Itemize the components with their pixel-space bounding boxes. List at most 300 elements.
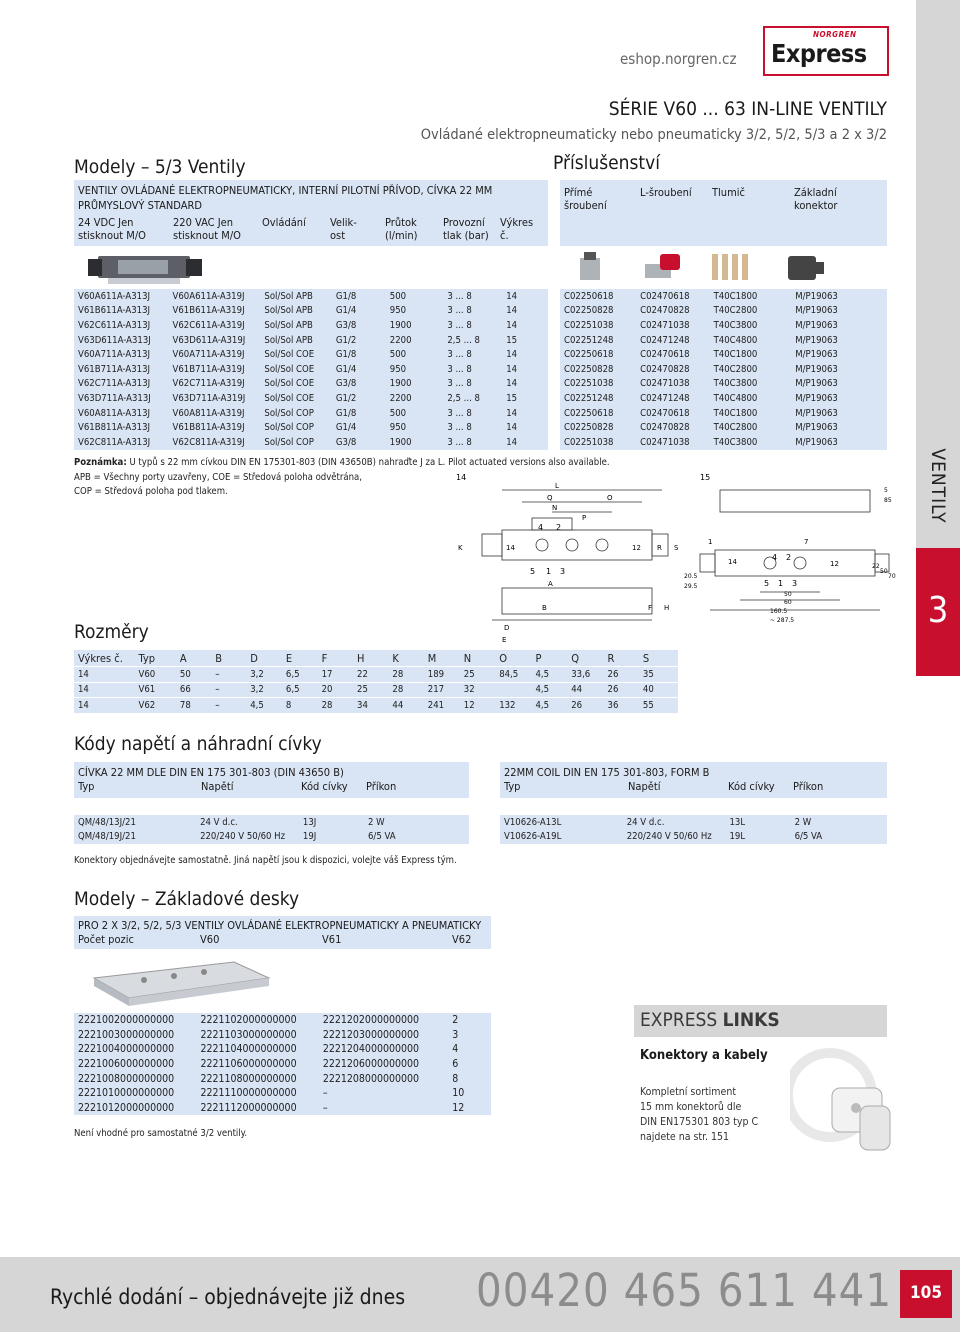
models-col-1-line0: 220 VAC Jen — [173, 216, 234, 229]
bases-note: Není vhodné pro samostatné 3/2 ventily. — [74, 1128, 248, 1139]
base-plate-image — [84, 958, 274, 1008]
model-row-cell: G1/4 — [332, 304, 386, 319]
base-row-cell: 6 — [448, 1057, 491, 1072]
dimensions-cell: 25 — [460, 667, 495, 683]
model-row-cell: Sol/Sol COE — [260, 391, 332, 406]
dimensions-header-cell: R — [604, 650, 639, 667]
accessories-header — [560, 180, 887, 246]
model-row — [74, 406, 548, 421]
dimensions-cell: 12 — [460, 698, 495, 713]
bases-title: Modely – Základové desky — [74, 888, 300, 910]
note-label: Poznámka: — [74, 457, 127, 468]
dimensions-cell: 36 — [604, 698, 639, 713]
model-row-cell: 3 ... 8 — [443, 435, 502, 450]
base-row-cell: 2221012000000000 — [74, 1101, 196, 1116]
accessory-row-cell: T40C3800 — [710, 377, 792, 392]
codes-right-col-2: Kód cívky — [728, 780, 775, 793]
dimensions-header-cell: K — [388, 650, 423, 667]
accessory-row — [560, 304, 887, 319]
accessory-row-cell: C02471248 — [636, 391, 709, 406]
coil-row-cell: 24 V d.c. — [196, 815, 299, 830]
footer-phone[interactable]: 00420 465 611 441 — [476, 1264, 893, 1317]
base-row-cell: 2221003000000000 — [74, 1028, 196, 1043]
model-row-cell: Sol/Sol COP — [260, 435, 332, 450]
accessory-row-cell: C02251038 — [560, 318, 636, 333]
model-row-cell: 500 — [386, 347, 444, 362]
model-row-cell: 500 — [386, 406, 444, 421]
base-row-cell: 2221010000000000 — [74, 1086, 196, 1101]
dimensions-cell: 14 — [74, 682, 135, 698]
codes-left-col-0: Typ — [78, 780, 95, 793]
dimensions-cell: – — [211, 682, 246, 698]
model-row-cell: V61B611A-A319J — [169, 304, 261, 319]
model-row-cell: Sol/Sol APB — [260, 304, 332, 319]
model-row-cell: V60A711A-A313J — [74, 347, 169, 362]
base-row — [74, 1071, 491, 1086]
svg-text:R: R — [657, 544, 662, 552]
coil-row-cell: 6/5 VA — [791, 830, 887, 845]
codes-left-table — [74, 815, 469, 844]
model-row-cell: V61B811A-A319J — [169, 420, 261, 435]
dimensions-row — [74, 682, 678, 698]
model-row-cell: G1/8 — [332, 347, 386, 362]
accessory-row-cell: C02250828 — [560, 362, 636, 377]
codes-left-col-3: Příkon — [366, 780, 397, 793]
base-row — [74, 1086, 491, 1101]
dimensions-header-cell: M — [424, 650, 460, 667]
accessory-row-cell: C02470618 — [636, 289, 709, 304]
model-row-cell: V60A711A-A319J — [169, 347, 261, 362]
dimensions-header-row — [74, 650, 678, 667]
base-row-cell: 2221112000000000 — [196, 1101, 318, 1116]
accessory-row-cell: T40C4800 — [710, 391, 792, 406]
accessory-row-cell: C02250828 — [560, 420, 636, 435]
accessory-row-cell: M/P19063 — [791, 289, 887, 304]
bases-col-1: V60 — [200, 933, 220, 946]
accessory-row-cell: M/P19063 — [791, 304, 887, 319]
accessory-row — [560, 420, 887, 435]
accessory-row-cell: C02470618 — [636, 406, 709, 421]
base-row — [74, 1042, 491, 1057]
svg-text:5: 5 — [884, 487, 888, 494]
side-tab-number: 3 — [927, 590, 949, 631]
model-row-cell: Sol/Sol COP — [260, 420, 332, 435]
model-row-cell: 3 ... 8 — [443, 362, 502, 377]
site-url[interactable]: eshop.norgren.cz — [620, 50, 737, 68]
accessory-row-cell: C02471248 — [636, 333, 709, 348]
model-row-cell: 2,5 ... 8 — [443, 333, 502, 348]
dimensions-cell: 44 — [388, 698, 423, 713]
svg-text:1: 1 — [546, 567, 552, 576]
accessory-row-cell: T40C1800 — [710, 289, 792, 304]
base-row-cell: – — [319, 1101, 448, 1116]
coil-row-cell: 6/5 VA — [364, 830, 469, 845]
dimensions-cell: 8 — [282, 698, 318, 713]
models-note — [74, 457, 610, 468]
dimensions-cell: 6,5 — [282, 667, 318, 683]
dimensions-cell: V62 — [135, 698, 176, 713]
accessory-row-cell: M/P19063 — [791, 391, 887, 406]
model-row-cell: V63D611A-A313J — [74, 333, 169, 348]
dimensions-header-cell: O — [495, 650, 531, 667]
express-links-title-b: LINKS — [722, 1009, 780, 1031]
models-col-0-line0: 24 VDC Jen — [78, 216, 134, 229]
model-row-cell: G1/4 — [332, 362, 386, 377]
accessory-row-cell: C02251248 — [560, 333, 636, 348]
accessory-row-cell: C02470828 — [636, 420, 709, 435]
model-row-cell: 14 — [502, 289, 548, 304]
express-links-body: Kompletní sortiment 15 mm konektorů dle DIN EN175301 803 typ C najdete na str. 151 — [640, 1086, 759, 1143]
svg-text:~ 287.5: ~ 287.5 — [770, 617, 795, 624]
dimensions-cell: 6,5 — [282, 682, 318, 698]
dimensions-cell: 4,5 — [532, 682, 568, 698]
model-row — [74, 318, 548, 333]
accessory-row-cell: C02251038 — [560, 435, 636, 450]
accessory-row-cell: T40C2800 — [710, 362, 792, 377]
accessory-row — [560, 333, 887, 348]
model-row-cell: 14 — [502, 377, 548, 392]
express-links-subtitle: Konektory a kabely — [640, 1048, 768, 1063]
accessory-row — [560, 347, 887, 362]
side-tab-label: VENTILY — [927, 448, 949, 524]
accessory-row — [560, 289, 887, 304]
codes-right-col-0: Typ — [504, 780, 521, 793]
footer-slogan: Rychlé dodání – objednávejte již dnes — [50, 1285, 406, 1309]
models-col-6-line0: Výkres — [500, 216, 534, 229]
base-row-cell: 10 — [448, 1086, 491, 1101]
svg-text:5: 5 — [764, 579, 770, 588]
norgren-express-logo — [763, 26, 889, 76]
dimensions-header-cell: D — [246, 650, 282, 667]
svg-text:85: 85 — [884, 497, 892, 504]
models-col-3-line1: ost — [330, 229, 346, 242]
accessory-row-cell: C02471038 — [636, 318, 709, 333]
valve-image — [88, 250, 208, 286]
dimensions-cell: 55 — [639, 698, 678, 713]
coil-row-cell: 19L — [726, 830, 791, 845]
model-row-cell: V61B711A-A319J — [169, 362, 261, 377]
dimensions-header-cell: F — [318, 650, 353, 667]
model-row-cell: V60A611A-A313J — [74, 289, 169, 304]
codes-right-col-3: Příkon — [793, 780, 824, 793]
accessory-row-cell: C02470828 — [636, 362, 709, 377]
model-row-cell: Sol/Sol APB — [260, 289, 332, 304]
accessory-row-cell: C02471038 — [636, 435, 709, 450]
coil-row-cell: 220/240 V 50/60 Hz — [196, 830, 299, 845]
base-row-cell: 8 — [448, 1071, 491, 1086]
svg-text:20.5: 20.5 — [684, 573, 698, 580]
dimensions-header-cell: B — [211, 650, 246, 667]
accessory-row-cell: M/P19063 — [791, 406, 887, 421]
accessory-row-cell: C02250618 — [560, 289, 636, 304]
dimensions-title: Rozměry — [74, 621, 149, 643]
dimensions-cell: – — [211, 698, 246, 713]
dimensions-row — [74, 667, 678, 683]
dimensions-cell: 26 — [604, 682, 639, 698]
model-row-cell: V62C611A-A313J — [74, 318, 169, 333]
model-row-cell: 3 ... 8 — [443, 406, 502, 421]
express-links-title-a: EXPRESS — [640, 1009, 723, 1031]
accessory-row-cell: M/P19063 — [791, 377, 887, 392]
coil-row-cell: 19J — [299, 830, 364, 845]
models-col-2-line0: Ovládání — [262, 216, 306, 229]
model-row-cell: 3 ... 8 — [443, 347, 502, 362]
dimensions-cell: 4,5 — [532, 667, 568, 683]
dimensions-cell: 34 — [353, 698, 388, 713]
svg-text:O: O — [607, 494, 613, 502]
dimensions-cell: 44 — [567, 682, 603, 698]
model-row-cell: 14 — [502, 362, 548, 377]
accessories-col-2-line0: Tlumič — [712, 186, 745, 199]
base-row-cell: 2221204000000000 — [319, 1042, 448, 1057]
model-row-cell: Sol/Sol COE — [260, 377, 332, 392]
svg-text:1: 1 — [778, 579, 784, 588]
codes-right-col-1: Napětí — [628, 780, 661, 793]
bases-table — [74, 1013, 491, 1115]
dimensions-header-cell: Výkres č. — [74, 650, 135, 667]
models-col-4-line1: (l/min) — [385, 229, 418, 242]
model-row-cell: 2200 — [386, 333, 444, 348]
svg-text:12: 12 — [632, 544, 641, 552]
accessory-row-cell: M/P19063 — [791, 318, 887, 333]
accessories-col-0-line0: Přímé — [564, 186, 593, 199]
model-row-cell: Sol/Sol COP — [260, 406, 332, 421]
dimensions-cell: 66 — [176, 682, 211, 698]
accessory-row — [560, 406, 887, 421]
accessories-title: Příslušenství — [553, 152, 660, 174]
model-row-cell: 15 — [502, 391, 548, 406]
base-row — [74, 1057, 491, 1072]
model-row-cell: G1/2 — [332, 333, 386, 348]
accessory-row-cell: M/P19063 — [791, 347, 887, 362]
model-row-cell: V63D711A-A319J — [169, 391, 261, 406]
model-row-cell: V60A811A-A319J — [169, 406, 261, 421]
dimensions-header-cell: E — [282, 650, 318, 667]
model-row-cell: 3 ... 8 — [443, 304, 502, 319]
model-row-cell: 3 ... 8 — [443, 289, 502, 304]
svg-text:160.5: 160.5 — [770, 608, 788, 615]
svg-text:P: P — [582, 514, 587, 522]
svg-text:3: 3 — [560, 567, 566, 576]
model-row-cell: V62C711A-A313J — [74, 377, 169, 392]
svg-text:22: 22 — [872, 563, 880, 570]
dimensions-cell: 26 — [567, 698, 603, 713]
accessory-row-cell: M/P19063 — [791, 333, 887, 348]
accessory-row-cell: T40C4800 — [710, 333, 792, 348]
models-col-3-line0: Velik- — [330, 216, 357, 229]
model-row-cell: V61B711A-A313J — [74, 362, 169, 377]
svg-text:12: 12 — [830, 560, 839, 568]
accessory-row-cell: C02250828 — [560, 304, 636, 319]
base-row-cell: 2221103000000000 — [196, 1028, 318, 1043]
model-row-cell: Sol/Sol APB — [260, 333, 332, 348]
svg-text:S: S — [674, 544, 679, 552]
base-row — [74, 1028, 491, 1043]
coil-row — [500, 830, 887, 845]
model-row-cell: 2200 — [386, 391, 444, 406]
base-row-cell: – — [319, 1086, 448, 1101]
model-row-cell: 2,5 ... 8 — [443, 391, 502, 406]
coil-row-cell: V10626-A19L — [500, 830, 623, 845]
svg-text:L: L — [555, 482, 559, 490]
dimensions-cell: V60 — [135, 667, 176, 683]
dimensions-header-cell: A — [176, 650, 211, 667]
coil-row — [500, 815, 887, 830]
model-row — [74, 289, 548, 304]
dimensions-cell: 32 — [460, 682, 495, 698]
model-row-cell: V62C811A-A313J — [74, 435, 169, 450]
models-col-6-line1: č. — [500, 229, 509, 242]
coil-row-cell: QM/48/13J/21 — [74, 815, 196, 830]
model-row-cell: Sol/Sol COE — [260, 347, 332, 362]
accessory-row-cell: T40C1800 — [710, 347, 792, 362]
model-row — [74, 391, 548, 406]
svg-text:14: 14 — [728, 558, 737, 566]
codes-left-header: CÍVKA 22 MM DLE DIN EN 175 301-803 (DIN 43650 B) Typ Napětí Kód cívky Příkon — [74, 762, 469, 798]
model-row — [74, 420, 548, 435]
dimensions-cell: V61 — [135, 682, 176, 698]
svg-text:3: 3 — [792, 579, 798, 588]
svg-text:E: E — [502, 636, 507, 644]
coil-row-cell: 13J — [299, 815, 364, 830]
model-row-cell: 950 — [386, 362, 444, 377]
model-row-cell: Sol/Sol COE — [260, 362, 332, 377]
model-row-cell: G3/8 — [332, 318, 386, 333]
page-number: 105 — [910, 1283, 942, 1303]
accessories-col-0-line1: šroubení — [564, 199, 607, 212]
model-row-cell: G1/2 — [332, 391, 386, 406]
dimensions-cell: 35 — [639, 667, 678, 683]
dimensions-cell: – — [211, 667, 246, 683]
coil-row-cell: 220/240 V 50/60 Hz — [623, 830, 726, 845]
svg-text:N: N — [552, 504, 558, 512]
model-row-cell: G3/8 — [332, 377, 386, 392]
base-row-cell: 2221006000000000 — [74, 1057, 196, 1072]
dimensions-cell: 22 — [353, 667, 388, 683]
base-row — [74, 1013, 491, 1028]
models-header-line2: PRŮMYSLOVÝ STANDARD — [78, 199, 202, 212]
model-row-cell: 3 ... 8 — [443, 318, 502, 333]
coil-row-cell: 24 V d.c. — [623, 815, 726, 830]
models-title: Modely – 5/3 Ventily — [74, 156, 246, 178]
dimensions-cell: 40 — [639, 682, 678, 698]
base-row-cell: 2221206000000000 — [319, 1057, 448, 1072]
bases-header: PRO 2 X 3/2, 5/2, 5/3 VENTILY OVLÁDANÉ ELEKTROPNEUMATICKY A PNEUMATICKY Počet pozic V60 V61 V62 — [74, 916, 491, 949]
model-row-cell: V60A811A-A313J — [74, 406, 169, 421]
dimensions-cell: 3,2 — [246, 667, 282, 683]
model-row — [74, 362, 548, 377]
drawing-15 — [680, 470, 900, 630]
model-row-cell: 14 — [502, 435, 548, 450]
accessories-col-1-line0: L-šroubení — [640, 186, 692, 199]
dimensions-cell: 33,6 — [567, 667, 603, 683]
svg-text:14: 14 — [506, 544, 515, 552]
dimensions-cell: 28 — [388, 682, 423, 698]
codes-note: Konektory objednávejte samostatně. Jiná napětí jsou k dispozici, volejte váš Express tým. — [74, 855, 457, 866]
dimensions-cell: 241 — [424, 698, 460, 713]
model-row-cell: V62C811A-A319J — [169, 435, 261, 450]
model-row-cell: 950 — [386, 420, 444, 435]
bases-col-0: Počet pozic — [78, 933, 134, 946]
dimensions-row — [74, 698, 678, 713]
base-row-cell: 2221104000000000 — [196, 1042, 318, 1057]
model-row-cell: V61B811A-A313J — [74, 420, 169, 435]
accessory-row-cell: C02471038 — [636, 377, 709, 392]
express-links-banner[interactable] — [634, 1005, 887, 1037]
svg-text:50: 50 — [784, 591, 792, 598]
model-row — [74, 347, 548, 362]
accessory-row — [560, 377, 887, 392]
model-row-cell: 15 — [502, 333, 548, 348]
accessory-row — [560, 362, 887, 377]
coil-row-cell: V10626-A13L — [500, 815, 623, 830]
models-col-5-line0: Provozní — [443, 216, 485, 229]
logo-top-text: NORGREN — [813, 30, 857, 39]
svg-text:1: 1 — [708, 538, 713, 546]
svg-text:4: 4 — [772, 553, 778, 562]
model-row-cell: V62C711A-A319J — [169, 377, 261, 392]
dimensions-table — [74, 650, 678, 713]
accessory-row-cell: C02470828 — [636, 304, 709, 319]
model-row — [74, 333, 548, 348]
model-row-cell: V60A611A-A319J — [169, 289, 261, 304]
dimensions-cell: 28 — [388, 667, 423, 683]
svg-text:2: 2 — [556, 523, 562, 532]
model-row-cell: 1900 — [386, 377, 444, 392]
svg-text:4: 4 — [538, 523, 544, 532]
model-row-cell: 1900 — [386, 318, 444, 333]
model-row-cell: V61B611A-A313J — [74, 304, 169, 319]
model-row-cell: G1/4 — [332, 420, 386, 435]
dimensions-cell: 84,5 — [495, 667, 531, 683]
svg-text:D: D — [504, 624, 510, 632]
model-row-cell: Sol/Sol APB — [260, 318, 332, 333]
base-row-cell: 2221106000000000 — [196, 1057, 318, 1072]
coil-row-cell: 13L — [726, 815, 791, 830]
codes-right-table — [500, 815, 887, 844]
series-title: SÉRIE V60 ... 63 IN-LINE VENTILY — [608, 98, 887, 120]
base-row — [74, 1101, 491, 1116]
dimensions-header-cell: P — [532, 650, 568, 667]
accessory-row-cell: T40C3800 — [710, 435, 792, 450]
svg-text:7: 7 — [804, 538, 809, 546]
model-row-cell: V63D611A-A319J — [169, 333, 261, 348]
connector-image — [790, 1040, 900, 1160]
base-row-cell: 2221202000000000 — [319, 1013, 448, 1028]
model-row-cell: 950 — [386, 304, 444, 319]
dimensions-cell: 78 — [176, 698, 211, 713]
dimensions-header-cell: Q — [567, 650, 603, 667]
base-row-cell: 2221203000000000 — [319, 1028, 448, 1043]
bases-col-2: V61 — [322, 933, 342, 946]
models-col-1-line1: stisknout M/O — [173, 229, 241, 242]
bases-col-3: V62 — [452, 933, 472, 946]
model-row-cell: V63D711A-A313J — [74, 391, 169, 406]
model-row-cell: V62C611A-A319J — [169, 318, 261, 333]
dimensions-cell: 3,2 — [246, 682, 282, 698]
accessory-row-cell: M/P19063 — [791, 420, 887, 435]
dimensions-header-cell: S — [639, 650, 678, 667]
base-row-cell: 2221004000000000 — [74, 1042, 196, 1057]
model-row-cell: 14 — [502, 304, 548, 319]
model-row-cell: G1/8 — [332, 406, 386, 421]
svg-text:Q: Q — [547, 494, 553, 502]
accessory-row-cell: M/P19063 — [791, 435, 887, 450]
dimensions-cell: 14 — [74, 667, 135, 683]
models-col-4-line0: Průtok — [385, 216, 417, 229]
coil-row-cell: QM/48/19J/21 — [74, 830, 196, 845]
series-subtitle: Ovládané elektropneumaticky nebo pneumaticky 3/2, 5/2, 5/3 a 2 x 3/2 — [420, 127, 887, 143]
